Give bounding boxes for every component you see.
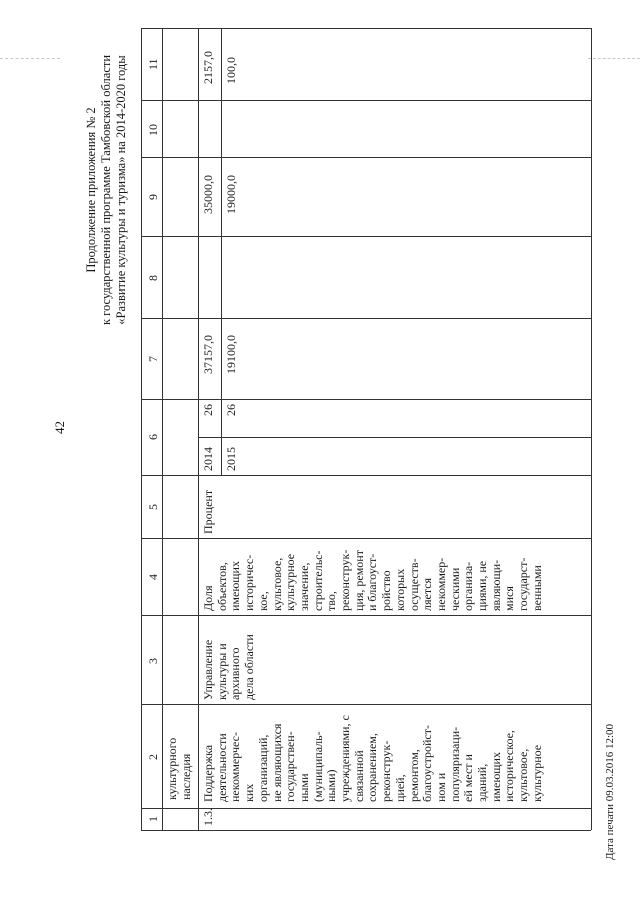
grid-line <box>162 28 163 830</box>
col-number-11: 11 <box>146 58 160 70</box>
row-name-line: историческое, <box>502 730 517 802</box>
col11-2015: 100,0 <box>224 57 238 84</box>
header-line-3: «Развитие культуры и туризма» на 2014-2020 годы <box>114 55 128 325</box>
row-name-line: культовое, <box>516 748 531 802</box>
row-name-line: культурное <box>529 744 544 802</box>
row-indicator-line: некоммер- <box>433 557 448 611</box>
row-name-line: зданий, <box>475 763 490 802</box>
grid-line <box>591 28 592 830</box>
row-indicator-line: значение, <box>296 562 311 611</box>
row-indicator-line: культурное <box>283 553 298 611</box>
col-number-6: 6 <box>146 434 160 440</box>
row-indicator-line: культовое, <box>269 557 284 611</box>
grid-line <box>141 830 591 831</box>
row-name-line: ными) <box>324 769 339 802</box>
row-executor-line: дела области <box>242 634 257 700</box>
row-indicator-line: строительс- <box>310 550 325 611</box>
print-date: Дата печати 09.03.2016 12:00 <box>604 723 616 860</box>
value-2015: 26 <box>224 404 238 416</box>
row-indicator-line: ческими <box>447 567 462 611</box>
col9-2014: 35000,0 <box>201 175 215 214</box>
row-name-line: учреждениями, с <box>338 715 353 802</box>
grid-line <box>141 28 142 830</box>
row-name-line: деятельности <box>214 733 229 802</box>
row-indicator-line: имеющих <box>228 561 243 611</box>
row-indicator-line: циями, не <box>475 560 490 611</box>
col-number-2: 2 <box>146 754 160 760</box>
row-name-line: имеющих <box>488 752 503 802</box>
row-name-line: ей мест и <box>461 754 476 802</box>
row-executor-line: Управление <box>201 639 215 700</box>
row-indicator-line: историчес- <box>242 554 257 611</box>
row-name-line: ких <box>242 783 257 802</box>
row-indicator-line: являющи- <box>488 559 503 611</box>
col-number-3: 3 <box>146 658 160 664</box>
row-name-cell <box>202 715 545 802</box>
col-number-9: 9 <box>146 194 160 200</box>
col-number-8: 8 <box>146 275 160 281</box>
row-name-line: связанной <box>351 750 366 802</box>
row-name-line: ными <box>296 773 311 802</box>
row-name-line: некоммерчес- <box>228 732 243 802</box>
year-2014: 2014 <box>201 447 215 471</box>
col-number-7: 7 <box>146 356 160 362</box>
header-line-2: к государственной программе Тамбовской области <box>99 54 113 326</box>
grid-line <box>221 28 222 475</box>
row-indicator-line: ция, ремонт <box>351 550 366 611</box>
row-name-line: ремонтом, <box>406 749 421 802</box>
row-indicator-line: организа- <box>461 561 476 611</box>
row-indicator-line: Доля <box>201 585 215 611</box>
grid-line <box>141 157 591 158</box>
row-indicator-line: осуществ- <box>406 558 421 611</box>
row-name-line: благоустройст- <box>420 725 435 802</box>
row-name-line: организаций, <box>255 734 270 802</box>
grid-line <box>141 475 591 476</box>
grid-line <box>141 28 591 29</box>
row-indicator-line: кое, <box>255 591 270 611</box>
col9-2015: 19000,0 <box>224 175 238 214</box>
row-name-line: Поддержка <box>201 744 215 802</box>
grid-line <box>141 704 591 705</box>
row-indicator-cell <box>202 550 545 611</box>
grid-line <box>141 399 591 400</box>
col7-2014: 37157,0 <box>201 335 215 374</box>
row-indicator-line: реконструк- <box>338 549 353 611</box>
col-number-5: 5 <box>146 504 160 510</box>
row-name-line: не являющихся <box>269 723 284 802</box>
grid-line <box>141 318 591 319</box>
col-number-10: 10 <box>146 124 160 136</box>
row-name-line: (муниципаль- <box>310 731 325 802</box>
row-name-line: государствен- <box>283 731 298 802</box>
row-indicator-line: венными <box>529 565 544 611</box>
grid-line <box>141 538 591 539</box>
row-indicator-line: тво, <box>324 591 339 611</box>
col7-2015: 19100,0 <box>224 335 238 374</box>
row-executor-cell <box>202 634 257 700</box>
row-executor-line: культуры и <box>214 643 229 700</box>
row-indicator-line: мися <box>502 586 517 611</box>
grid-line <box>198 28 199 830</box>
grid-line <box>198 437 591 438</box>
page-number: 42 <box>52 421 67 434</box>
row-name-line: популяризаци- <box>447 726 462 802</box>
row-indicator-line: государст- <box>516 557 531 611</box>
header-line-1: Продолжение приложения № 2 <box>84 107 98 273</box>
row-indicator-line: которых <box>392 568 407 611</box>
row-number: 1.3. <box>201 808 215 826</box>
col11-2014: 2157,0 <box>201 51 215 84</box>
row-name-line: цией, <box>392 774 407 802</box>
grid-line <box>141 236 591 237</box>
row-unit: Процент <box>201 489 215 534</box>
row-indicator-line: ляется <box>420 577 435 611</box>
row-name-line: реконструк- <box>379 740 394 802</box>
continued-name-line: наследия <box>178 753 193 800</box>
row-indicator-line: и благоуст- <box>365 553 380 611</box>
row-indicator-line: ройство <box>379 570 394 611</box>
value-2014: 26 <box>201 404 215 416</box>
grid-line <box>141 615 591 616</box>
row-name-line: ном и <box>433 772 448 802</box>
continued-name-line: культурного <box>165 737 179 800</box>
year-2015: 2015 <box>224 447 238 471</box>
row-name-line: сохранением, <box>365 733 380 802</box>
col-number-1: 1 <box>146 816 160 822</box>
grid-line <box>141 100 591 101</box>
row-indicator-line: объектов, <box>214 562 229 611</box>
col-number-4: 4 <box>146 574 160 580</box>
row-executor-line: архивного <box>228 647 243 700</box>
continued-name-cell <box>166 738 193 800</box>
